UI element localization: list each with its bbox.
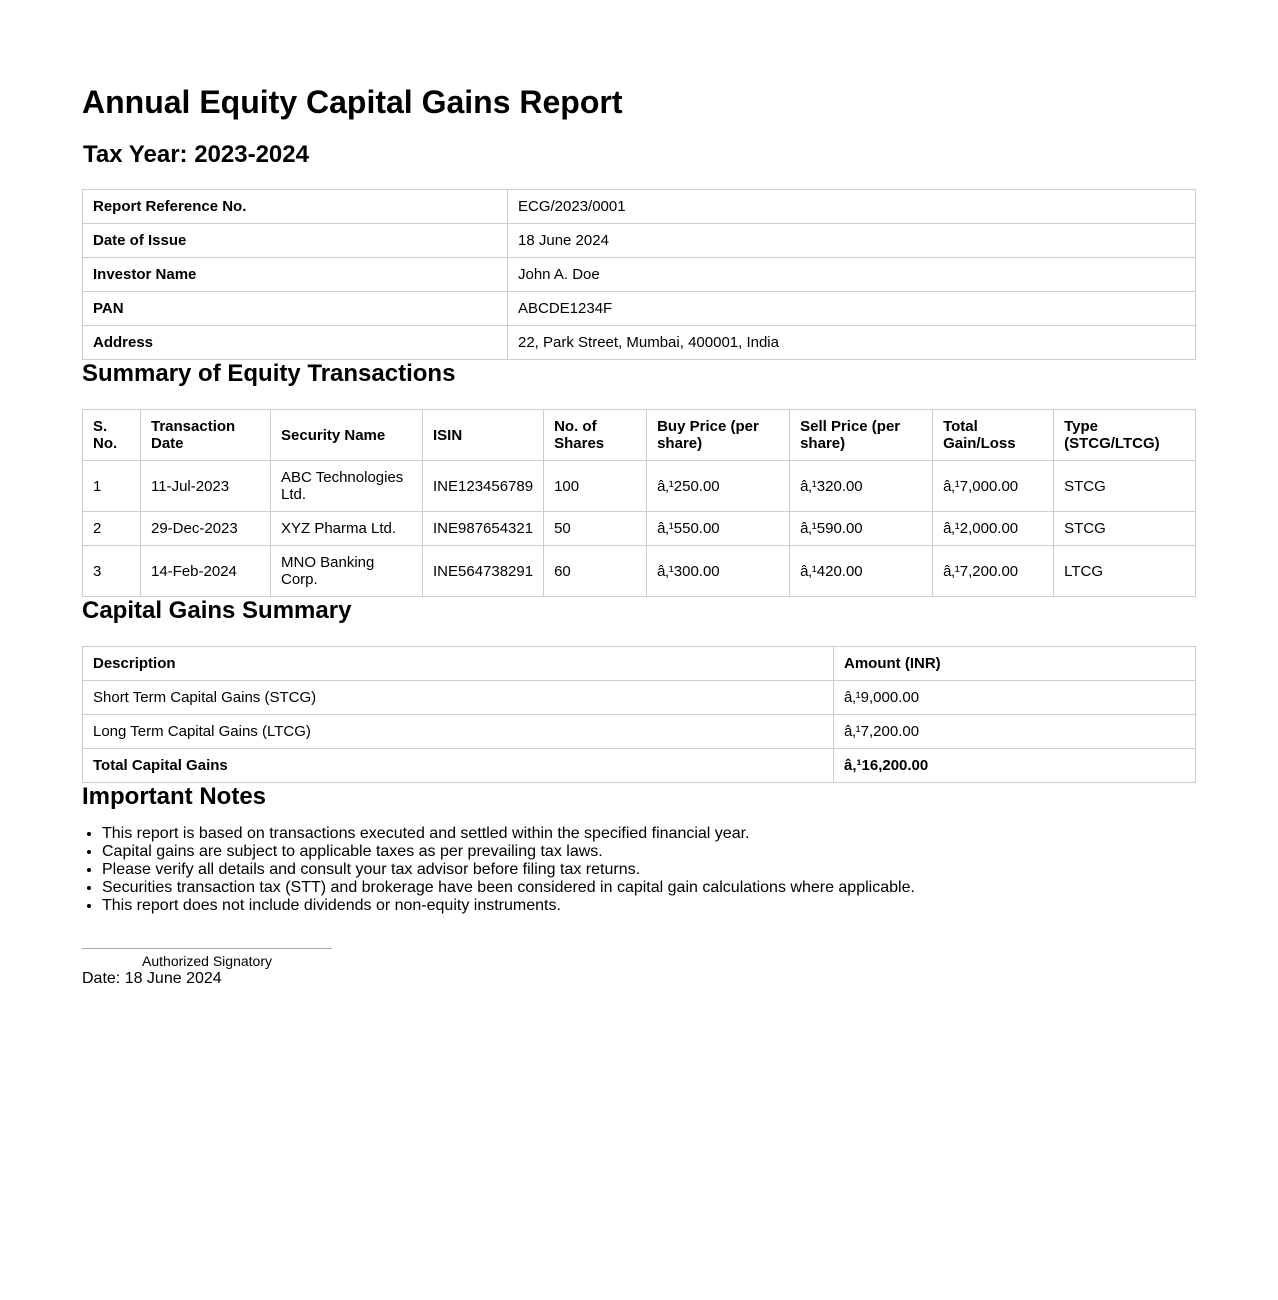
table-row (83, 461, 1196, 512)
cell-type: STCG (1054, 461, 1196, 512)
cell-shares: 60 (544, 546, 647, 597)
cell-sno: 3 (83, 546, 141, 597)
cell-buy-price: â‚¹550.00 (647, 512, 790, 546)
capital-gains-heading: Capital Gains Summary (82, 597, 352, 624)
table-row (83, 681, 1196, 715)
total-row (83, 749, 1196, 783)
cell-sno: 2 (83, 512, 141, 546)
cell-total-label: Total Capital Gains (83, 749, 834, 783)
cell-description: Short Term Capital Gains (STCG) (83, 681, 834, 715)
cell-shares: 50 (544, 512, 647, 546)
info-value: ECG/2023/0001 (508, 190, 1196, 224)
info-label: Date of Issue (83, 224, 508, 258)
table-row (83, 512, 1196, 546)
cell-amount: â‚¹7,200.00 (834, 715, 1196, 749)
notes-list (82, 825, 1196, 915)
info-value: 18 June 2024 (508, 224, 1196, 258)
cell-isin: INE564738291 (423, 546, 544, 597)
list-item: • Securities transaction tax (STT) and brokerage have been considered in capital gain calculations where applicable. (102, 879, 1196, 897)
info-label: Report Reference No. (83, 190, 508, 224)
cell-sell-price: â‚¹420.00 (790, 546, 933, 597)
tax-year-heading: Tax Year: 2023-2024 (83, 141, 309, 168)
cell-date: 29-Dec-2023 (141, 512, 271, 546)
table-row (83, 715, 1196, 749)
cell-description: Long Term Capital Gains (LTCG) (83, 715, 834, 749)
table-header-row (83, 647, 1196, 681)
column-header: Sell Price (per share) (790, 410, 933, 461)
cell-buy-price: â‚¹300.00 (647, 546, 790, 597)
list-item: • Capital gains are subject to applicable taxes as per prevailing tax laws. (102, 843, 1196, 861)
info-value: 22, Park Street, Mumbai, 400001, India (508, 326, 1196, 360)
column-header: Security Name (271, 410, 423, 461)
column-header: Description (83, 647, 834, 681)
cell-security: XYZ Pharma Ltd. (271, 512, 423, 546)
column-header: ISIN (423, 410, 544, 461)
cell-shares: 100 (544, 461, 647, 512)
info-row-reference (83, 190, 1196, 224)
info-row-pan (83, 292, 1196, 326)
info-label: Investor Name (83, 258, 508, 292)
cell-gain: â‚¹7,200.00 (933, 546, 1054, 597)
column-header: S. No. (83, 410, 141, 461)
cell-sell-price: â‚¹320.00 (790, 461, 933, 512)
info-row-address (83, 326, 1196, 360)
signature-date: Date: 18 June 2024 (82, 970, 222, 987)
cell-amount: â‚¹9,000.00 (834, 681, 1196, 715)
table-header-row (83, 410, 1196, 461)
column-header: Total Gain/Loss (933, 410, 1054, 461)
cell-date: 14-Feb-2024 (141, 546, 271, 597)
cell-date: 11-Jul-2023 (141, 461, 271, 512)
signature-block (82, 948, 1196, 988)
signatory-label: Authorized Signatory (142, 953, 272, 969)
info-row-date-of-issue (83, 224, 1196, 258)
table-row (83, 546, 1196, 597)
capital-gains-table (82, 646, 1196, 783)
info-value: John A. Doe (508, 258, 1196, 292)
signature-line (82, 948, 332, 949)
column-header: No. of Shares (544, 410, 647, 461)
info-value: ABCDE1234F (508, 292, 1196, 326)
cell-security: ABC Technologies Ltd. (271, 461, 423, 512)
cell-sno: 1 (83, 461, 141, 512)
investor-info-table (82, 189, 1196, 360)
column-header: Amount (INR) (834, 647, 1196, 681)
cell-type: LTCG (1054, 546, 1196, 597)
column-header: Type (STCG/LTCG) (1054, 410, 1196, 461)
cell-total-amount: â‚¹16,200.00 (834, 749, 1196, 783)
transactions-table (82, 409, 1196, 597)
notes-heading: Important Notes (82, 783, 267, 810)
info-row-investor-name (83, 258, 1196, 292)
info-label: PAN (83, 292, 508, 326)
cell-type: STCG (1054, 512, 1196, 546)
list-item: • Please verify all details and consult your tax advisor before filing tax returns. (102, 861, 1196, 879)
cell-isin: INE123456789 (423, 461, 544, 512)
list-item: • This report does not include dividends or non-equity instruments. (102, 897, 1196, 915)
report-title: Annual Equity Capital Gains Report (82, 84, 623, 120)
cell-gain: â‚¹7,000.00 (933, 461, 1054, 512)
cell-security: MNO Banking Corp. (271, 546, 423, 597)
info-label: Address (83, 326, 508, 360)
cell-buy-price: â‚¹250.00 (647, 461, 790, 512)
cell-isin: INE987654321 (423, 512, 544, 546)
cell-sell-price: â‚¹590.00 (790, 512, 933, 546)
cell-gain: â‚¹2,000.00 (933, 512, 1054, 546)
column-header: Buy Price (per share) (647, 410, 790, 461)
transactions-heading: Summary of Equity Transactions (82, 360, 456, 387)
list-item: • This report is based on transactions executed and settled within the specified financial year. (102, 825, 1196, 843)
column-header: Transaction Date (141, 410, 271, 461)
